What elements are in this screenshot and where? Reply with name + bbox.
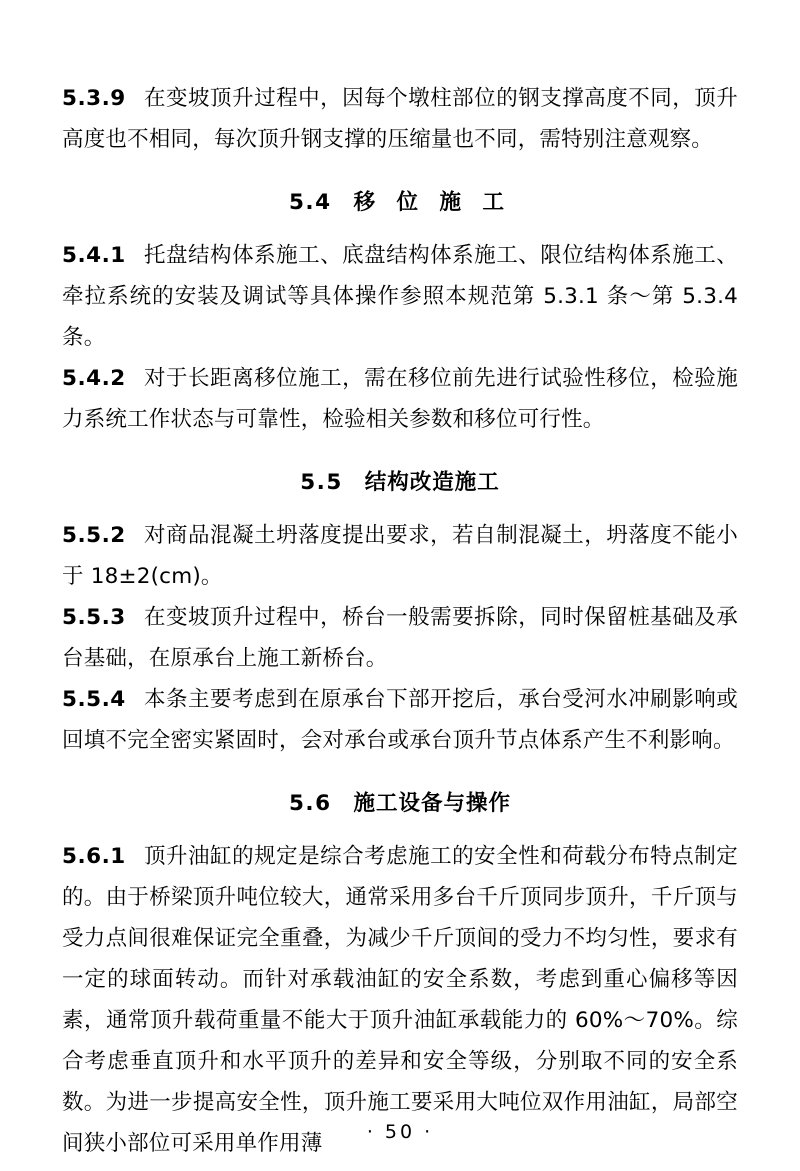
paragraph-5-4-2 [62,358,738,440]
paragraph-number: 5.5.4 [62,687,126,712]
paragraph-text: 对于长距离移位施工，需在移位前先进行试验性移位，检验施力系统工作状态与可靠性，检验相关参数和移位可行性。 [62,366,738,432]
page-number: · 50 · [366,1121,434,1143]
section-heading-number: 5.5 [300,470,343,495]
paragraph-number: 5.5.2 [62,523,126,548]
paragraph-5-5-3 [62,597,738,679]
paragraph-text: 在变坡顶升过程中，桥台一般需要拆除，同时保留桩基础及承台基础，在原承台上施工新桥台。 [62,605,738,671]
paragraph-text: 在变坡顶升过程中，因每个墩柱部位的钢支撑高度不同，顶升高度也不相同，每次顶升钢支撑的压缩量也不同，需特别注意观察。 [62,86,738,152]
paragraph-number: 5.4.2 [62,366,126,391]
section-heading-number: 5.4 [288,190,332,215]
paragraph-text: 本条主要考虑到在原承台下部开挖后，承台受河水冲刷影响或回填不完全密实紧固时，会对承台或承台顶升节点体系产生不利影响。 [62,687,738,753]
paragraph-5-5-2 [62,515,738,597]
paragraph-text: 顶升油缸的规定是综合考虑施工的安全性和荷载分布特点制定的。由于桥梁顶升吨位较大，通常采用多台千斤顶同步顶升，千斤顶与受力点间很难保证完全重叠，为减少千斤顶间的受力不均匀性，要求有一定的球面转动。而针对承载油缸的安全系数，考虑到重心偏移等因素，通常顶升载荷重量不能大于顶升油缸承载能力的 60%～70%。综合考虑垂直顶升和水平顶升的差异和安全等级，分别取不同的安全系数。为进一步提高安全性，顶升施工要采用大吨位双作用油缸，局部空间狭小部位可采用单作用薄 [62,844,738,1156]
section-heading-5-6 [62,783,738,824]
paragraph-5-5-4 [62,679,738,761]
paragraph-number: 5.5.3 [62,605,126,630]
section-heading-title: 施工设备与操作 [353,791,512,816]
section-heading-5-4 [62,182,738,223]
section-heading-title: 移 位 施 工 [353,190,512,215]
paragraph-number: 5.3.9 [62,86,126,111]
section-heading-number: 5.6 [288,791,332,816]
paragraph-5-3-9 [62,78,738,160]
paragraph-5-4-1 [62,235,738,358]
paragraph-text: 托盘结构体系施工、底盘结构体系施工、限位结构体系施工、牵拉系统的安装及调试等具体操作参照本规范第 5.3.1 条～第 5.3.4 条。 [62,243,738,350]
section-heading-5-5 [62,462,738,503]
paragraph-text: 对商品混凝土坍落度提出要求，若自制混凝土，坍落度不能小于 18±2(cm)。 [62,523,738,589]
paragraph-5-6-1 [62,836,738,1164]
paragraph-number: 5.6.1 [62,844,126,869]
page-footer [0,1121,800,1143]
paragraph-number: 5.4.1 [62,243,126,268]
section-heading-title: 结构改造施工 [364,470,500,495]
